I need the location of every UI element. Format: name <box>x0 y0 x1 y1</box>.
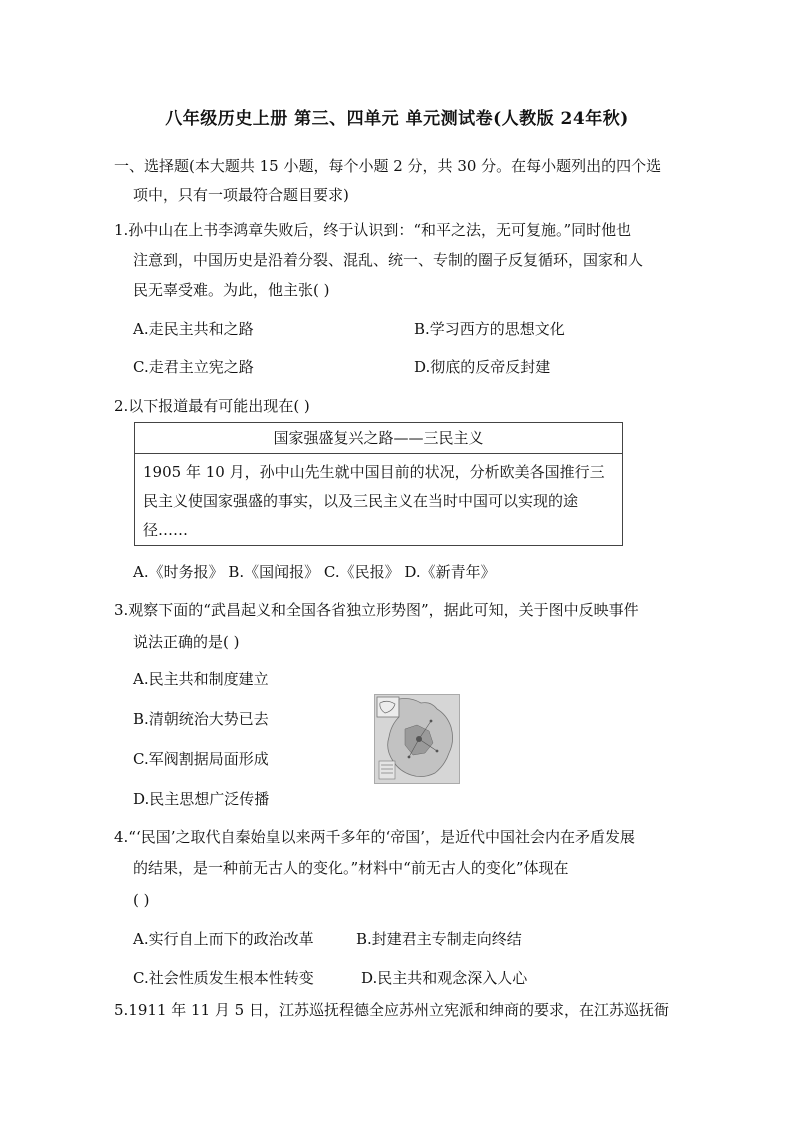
q1-option-a: A.走民主共和之路 <box>133 320 254 338</box>
q4-stem-line2: 的结果，是一种前无古人的变化。”材料中“前无古人的变化”体现在 <box>133 859 569 877</box>
q5-stem-line1: 5.1911 年 11 月 5 日，江苏巡抚程德全应苏州立宪派和绅商的要求，在江苏巡抚衙 <box>114 1001 669 1019</box>
q3-stem-line2: 说法正确的是( ) <box>133 633 240 651</box>
q3-option-b: B.清朝统治大势已去 <box>133 710 269 728</box>
news-report-title: 国家强盛复兴之路——三民主义 <box>135 423 622 454</box>
news-report-line1: 1905 年 10 月，孙中山先生就中国目前的状况，分析欧美各国推行三 <box>143 463 605 481</box>
map-illustration <box>375 695 459 783</box>
q1-stem-line1: 1.孙中山在上书李鸿章失败后，终于认识到：“和平之法，无可复施。”同时他也 <box>114 221 632 239</box>
page-title: 八年级历史上册 第三、四单元 单元测试卷(人教版 24年秋) <box>165 109 629 129</box>
q3-option-c: C.军阀割据局面形成 <box>133 750 269 768</box>
q4-option-a: A.实行自上而下的政治改革 <box>133 930 314 948</box>
q3-option-a: A.民主共和制度建立 <box>133 670 269 688</box>
news-report-line3: 径…… <box>143 521 189 539</box>
q4-stem-line1: 4.“‘民国’之取代自秦始皇以来两千多年的‘帝国’，是近代中国社会内在矛盾发展 <box>114 828 636 846</box>
q2-stem: 2.以下报道最有可能出现在( ) <box>114 397 310 415</box>
news-report-line2: 民主义使国家强盛的事实，以及三民主义在当时中国可以实现的途 <box>143 492 579 510</box>
q1-option-d: D.彻底的反帝反封建 <box>414 358 551 376</box>
q3-stem-line1: 3.观察下面的“武昌起义和全国各省独立形势图”，据此可知，关于图中反映事件 <box>114 601 639 619</box>
q4-stem-line3: ( ) <box>133 891 150 909</box>
q2-options: A.《时务报》 B.《国闻报》 C.《民报》 D.《新青年》 <box>133 563 496 581</box>
q1-option-c: C.走君主立宪之路 <box>133 358 254 376</box>
q1-stem-line3: 民无辜受难。为此，他主张( ) <box>133 281 330 299</box>
section-heading-line1: 一、选择题(本大题共 15 小题，每个小题 2 分，共 30 分。在每小题列出的四个选 <box>114 157 662 175</box>
q4-option-b: B.封建君主专制走向终结 <box>356 930 522 948</box>
q4-option-c: C.社会性质发生根本性转变 <box>133 969 314 987</box>
q1-option-b: B.学习西方的思想文化 <box>414 320 565 338</box>
wuchang-uprising-map-image <box>374 694 460 784</box>
q1-stem-line2: 注意到，中国历史是沿着分裂、混乱、统一、专制的圈子反复循环，国家和人 <box>133 251 644 269</box>
q4-option-d: D.民主共和观念深入人心 <box>361 969 528 987</box>
section-heading-line2: 项中，只有一项最符合题目要求) <box>133 186 349 204</box>
news-report-box <box>134 422 623 546</box>
q3-option-d: D.民主思想广泛传播 <box>133 790 270 808</box>
